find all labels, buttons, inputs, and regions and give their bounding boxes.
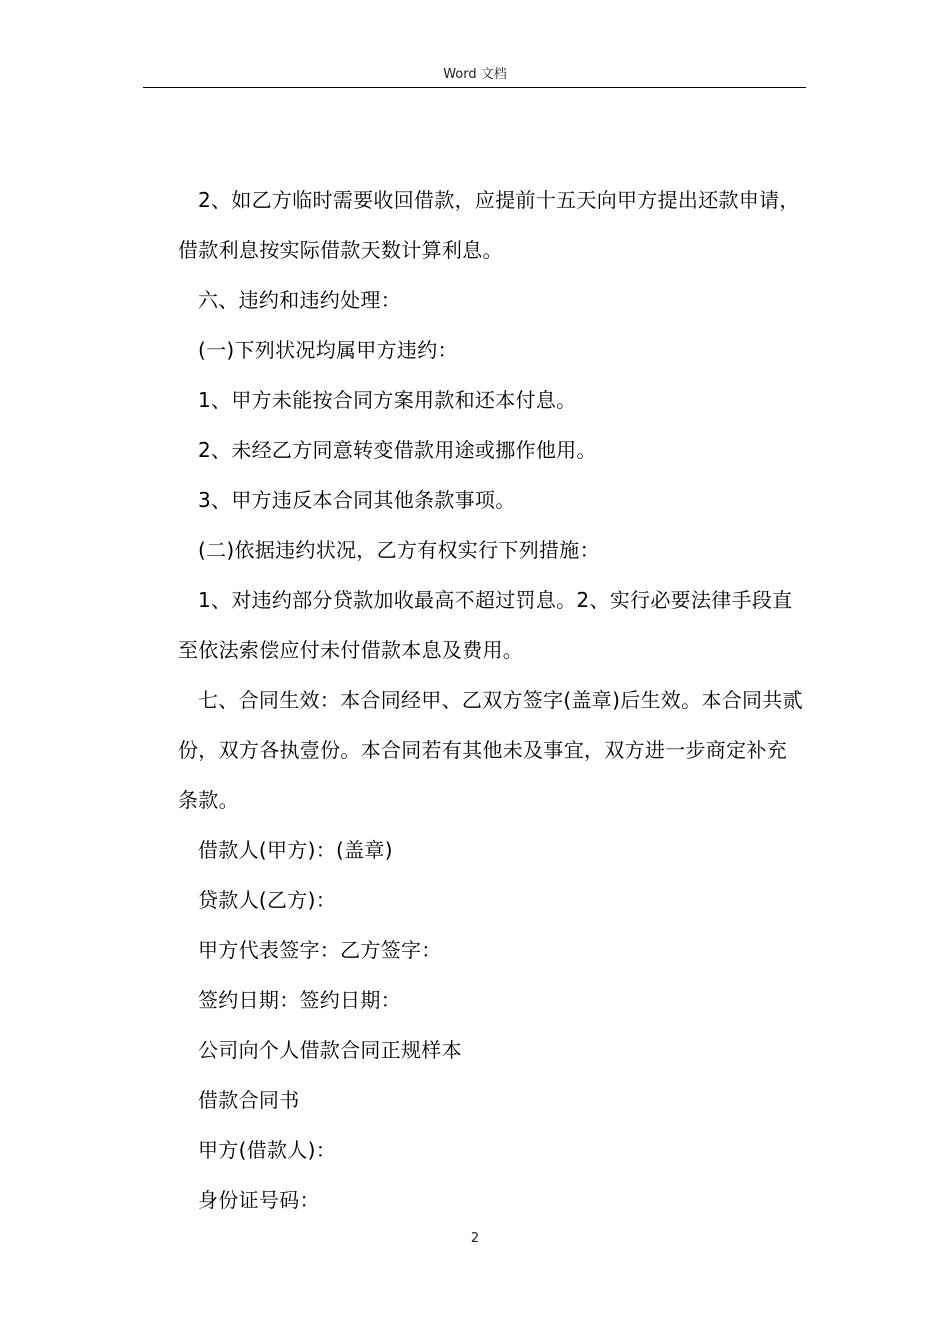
page-number: 2 — [470, 1231, 480, 1246]
signature-dates: 签约日期：签约日期： — [198, 988, 401, 1012]
party-borrower-field: 甲方(借款人)： — [198, 1138, 337, 1162]
signature-representatives: 甲方代表签字：乙方签字： — [198, 938, 442, 962]
paragraph-repayment-notice: 2、如乙方临时需要收回借款，应提前十五天向甲方提出还款申请，借款利息按实际借款天数计算利息。 — [178, 188, 800, 262]
list-item: 3、甲方违反本合同其他条款事项。 — [198, 488, 516, 512]
signature-borrower: 借款人(甲方)：(盖章) — [198, 838, 393, 862]
header-divider — [143, 87, 806, 88]
document-body — [178, 175, 806, 1225]
list-item: 1、甲方未能按合同方案用款和还本付息。 — [198, 388, 577, 412]
section-contract-effect: 七、合同生效：本合同经甲、乙双方签字(盖章)后生效。本合同共贰份，双方各执壹份。本合同若有其他未及事宜，双方进一步商定补充条款。 — [178, 688, 803, 812]
contract-title: 借款合同书 — [198, 1088, 300, 1112]
signature-lender: 贷款人(乙方)： — [198, 888, 337, 912]
page-header: Word 文档 — [443, 67, 507, 82]
id-number-field: 身份证号码： — [198, 1188, 320, 1212]
document-subtitle: 公司向个人借款合同正规样本 — [198, 1038, 462, 1062]
subsection-borrower-breach: (一)下列状况均属甲方违约： — [198, 338, 458, 362]
subsection-lender-measures: (二)依据违约状况，乙方有权实行下列措施： — [198, 538, 600, 562]
section-heading-breach: 六、违约和违约处理： — [198, 288, 401, 312]
list-item: 1、对违约部分贷款加收最高不超过罚息。2、实行必要法律手段直至依法索偿应付未付借款本息及费用。 — [178, 588, 793, 662]
list-item: 2、未经乙方同意转变借款用途或挪作他用。 — [198, 438, 597, 462]
